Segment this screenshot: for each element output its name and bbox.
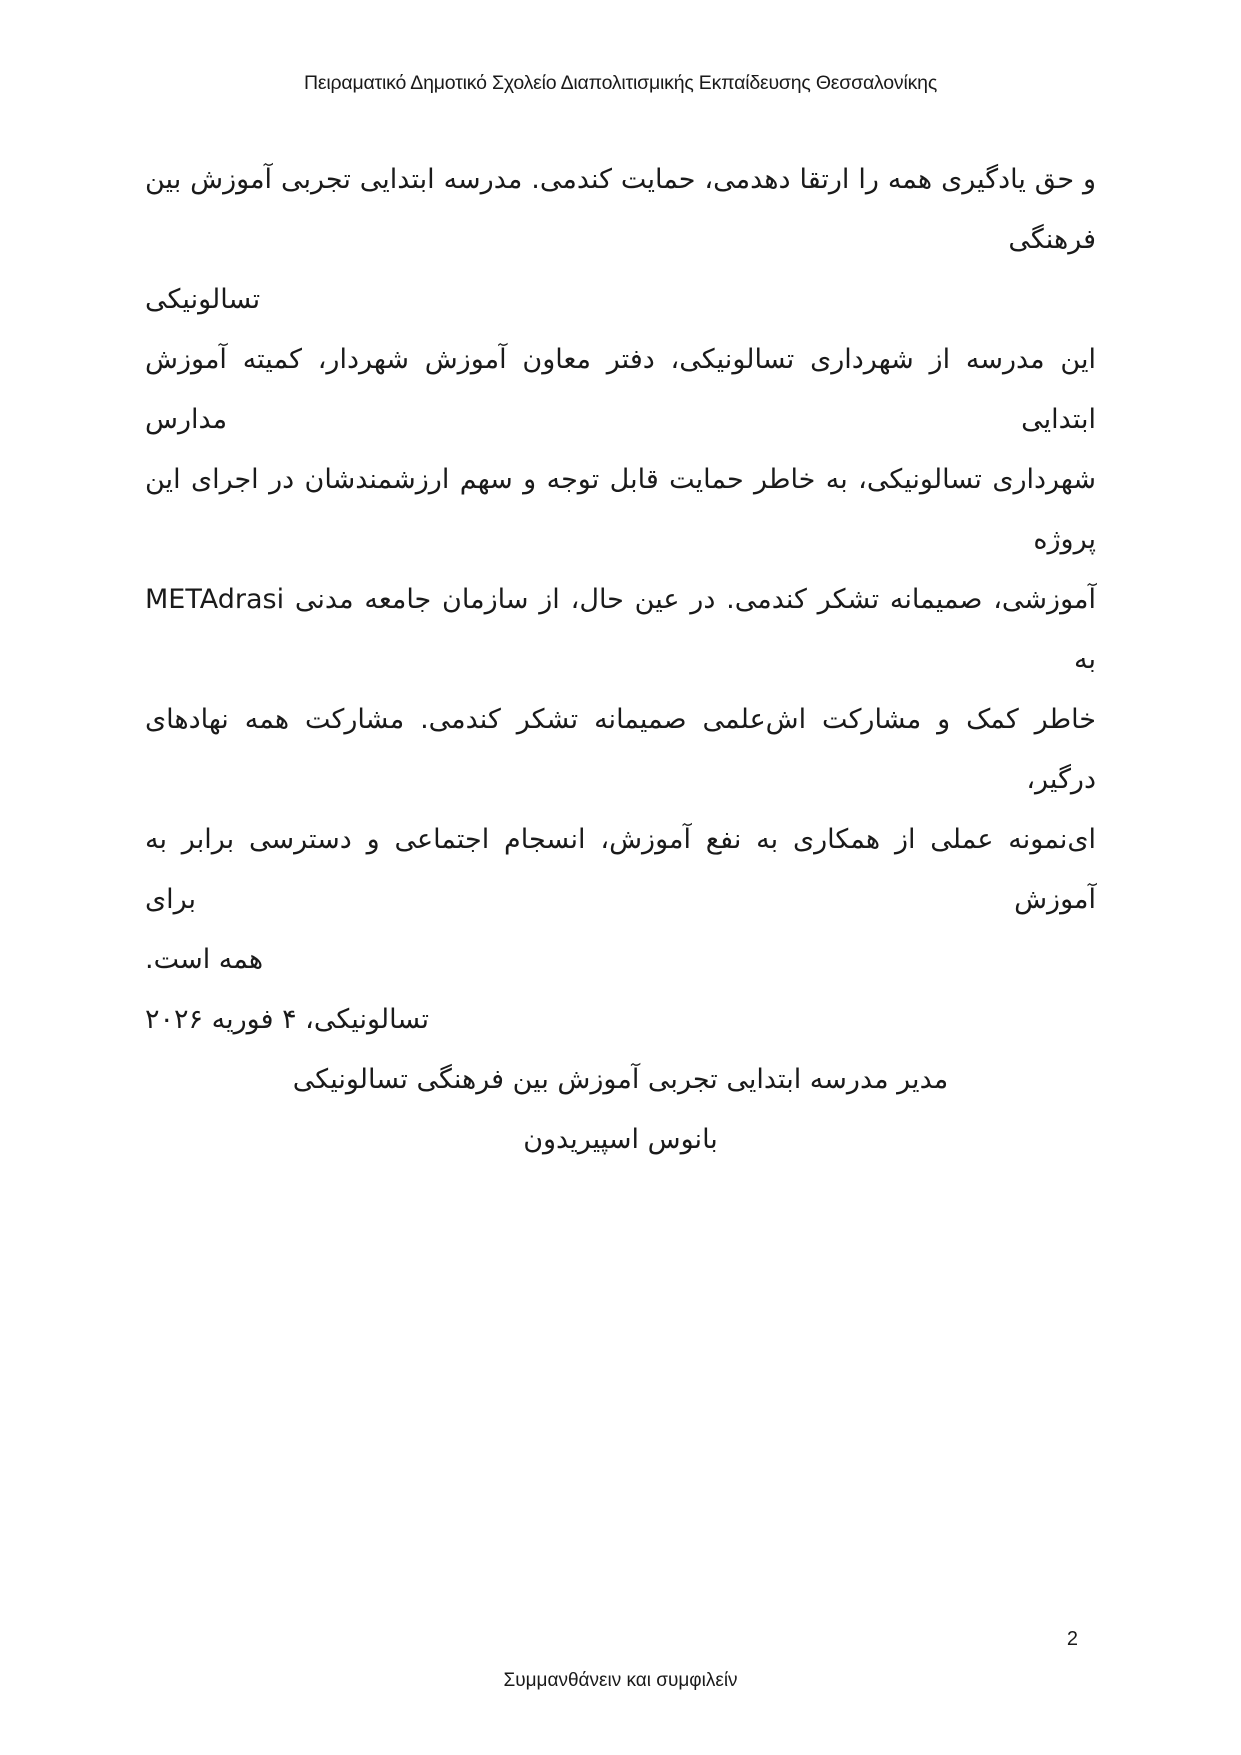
page-header <box>0 70 1241 96</box>
text-line: خاطر کمک و مشارکت اش‌علمی صمیمانه تشکر کندمی. مشارکت همه نهادهای درگیر، <box>145 704 1096 795</box>
text-line: بانوس اسپیریدون <box>523 1124 718 1155</box>
paragraph <box>145 990 1096 1050</box>
text-line: و حق یادگیری همه را ارتقا دهدمی، حمایت کندمی. مدرسه ابتدایی تجربی آموزش بین فرهنگی <box>145 164 1096 255</box>
text-line: آموزشی، صمیمانه تشکر کندمی. در عین حال، از سازمان جامعه مدنی METAdrasi به <box>145 584 1096 675</box>
text-line: شهرداری تسالونیکی، به خاطر حمایت قابل توجه و سهم ارزشمندشان در اجرای این پروژه <box>145 464 1096 555</box>
text-line: تسالونیکی، ۴ فوریه ۲۰۲۶ <box>145 1004 429 1035</box>
page-number: 2 <box>1066 1628 1078 1650</box>
page-footer <box>0 1668 1241 1694</box>
school-motto: Συμμανθάνειν και συμφιλείν <box>503 1670 738 1691</box>
text-line: این مدرسه از شهرداری تسالونیکی، دفتر معاون آموزش شهردار، کمیته آموزش ابتدایی مدارس <box>145 344 1096 435</box>
paragraph <box>145 330 1096 990</box>
school-name-header: Πειραματικό Δημοτικό Σχολείο Διαπολιτισμικής Εκπαίδευσης Θεσσαλονίκης <box>303 72 938 94</box>
paragraph <box>145 150 1096 330</box>
paragraph <box>145 1050 1096 1110</box>
letter-body <box>145 150 1096 1170</box>
text-line: ای‌نمونه عملی از همکاری به نفع آموزش، انسجام اجتماعی و دسترسی برابر به آموزش برای <box>145 824 1096 915</box>
paragraph <box>145 1110 1096 1170</box>
text-line: مدیر مدرسه ابتدایی تجربی آموزش بین فرهنگی تسالونیکی <box>292 1064 949 1095</box>
text-line: تسالونیکی <box>145 284 261 315</box>
text-line: همه است. <box>145 944 264 975</box>
